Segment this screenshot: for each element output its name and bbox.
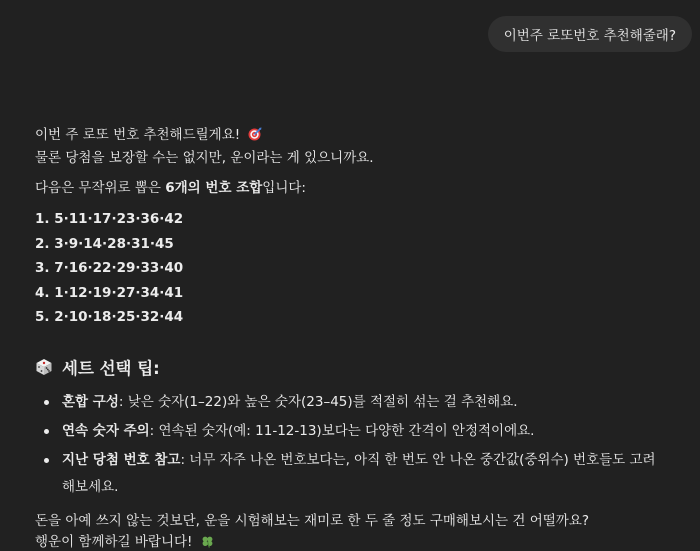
combo-lead-bold: 6개의 번호 조합 <box>165 180 263 196</box>
tip-item <box>35 389 685 416</box>
bullet <box>44 429 49 434</box>
combo-lead-text: 다음은 무작위로 뽑은 <box>35 180 166 196</box>
closing-line-1: 돈을 아예 쓰지 않는 것보단, 운을 시험해보는 재미로 한 두 줄 정도 구매해보시는 건 어떨까요? <box>35 512 590 529</box>
tip-item <box>35 418 685 445</box>
user-message-bubble <box>488 16 692 52</box>
direct-hit-target-icon <box>248 127 262 148</box>
tips-list <box>35 389 685 501</box>
bullet <box>44 400 49 405</box>
bullet <box>44 458 49 463</box>
user-message-text: 이번주 로또번호 추천해줄래? <box>503 28 676 44</box>
combo-item: 4. 1·12·19·27·34·41 <box>35 284 184 301</box>
tip-label: 지난 당첨 번호 참고 <box>62 451 181 468</box>
number-combinations <box>35 207 685 330</box>
tip-label: 혼합 구성 <box>62 393 119 410</box>
four-leaf-clover-icon <box>201 534 214 551</box>
tip-label: 연속 숫자 주의 <box>62 422 150 439</box>
closing-paragraph <box>35 532 685 551</box>
tip-text: : 낮은 숫자(1–22)와 높은 숫자(23–45)를 적절히 섞는 걸 추천해요. <box>118 393 518 410</box>
tips-heading <box>35 353 685 381</box>
combo-item: 2. 3·9·14·28·31·45 <box>35 235 174 252</box>
intro-line-2: 물론 당첨을 보장할 수는 없지만, 운이라는 게 있으니까요. <box>35 150 374 166</box>
combo-lead-suffix: 입니다: <box>262 180 306 196</box>
tip-item <box>35 447 685 501</box>
combo-lead-paragraph <box>35 178 685 199</box>
tips-title: 세트 선택 팁: <box>62 358 160 378</box>
intro-line-1: 이번 주 로또 번호 추천해드릴게요! <box>35 127 241 143</box>
closing-line-2: 행운이 함께하길 바랍니다! <box>35 533 193 550</box>
game-die-icon <box>35 358 53 376</box>
assistant-response <box>35 125 685 551</box>
combo-item: 3. 7·16·22·29·33·40 <box>35 260 184 276</box>
tip-text-continued: 해보세요. <box>62 478 119 495</box>
intro-paragraph <box>35 125 685 148</box>
tip-text: : 너무 자주 나온 번호보다는, 아직 한 번도 안 나온 중간값(중위수) 번호들도 고려 <box>180 451 656 468</box>
combo-item: 1. 5·11·17·23·36·42 <box>35 211 184 227</box>
tip-text: : 연속된 숫자(예: 11-12-13)보다는 다양한 간격이 안정적이에요. <box>149 422 535 439</box>
combo-item: 5. 2·10·18·25·32·44 <box>35 309 184 325</box>
